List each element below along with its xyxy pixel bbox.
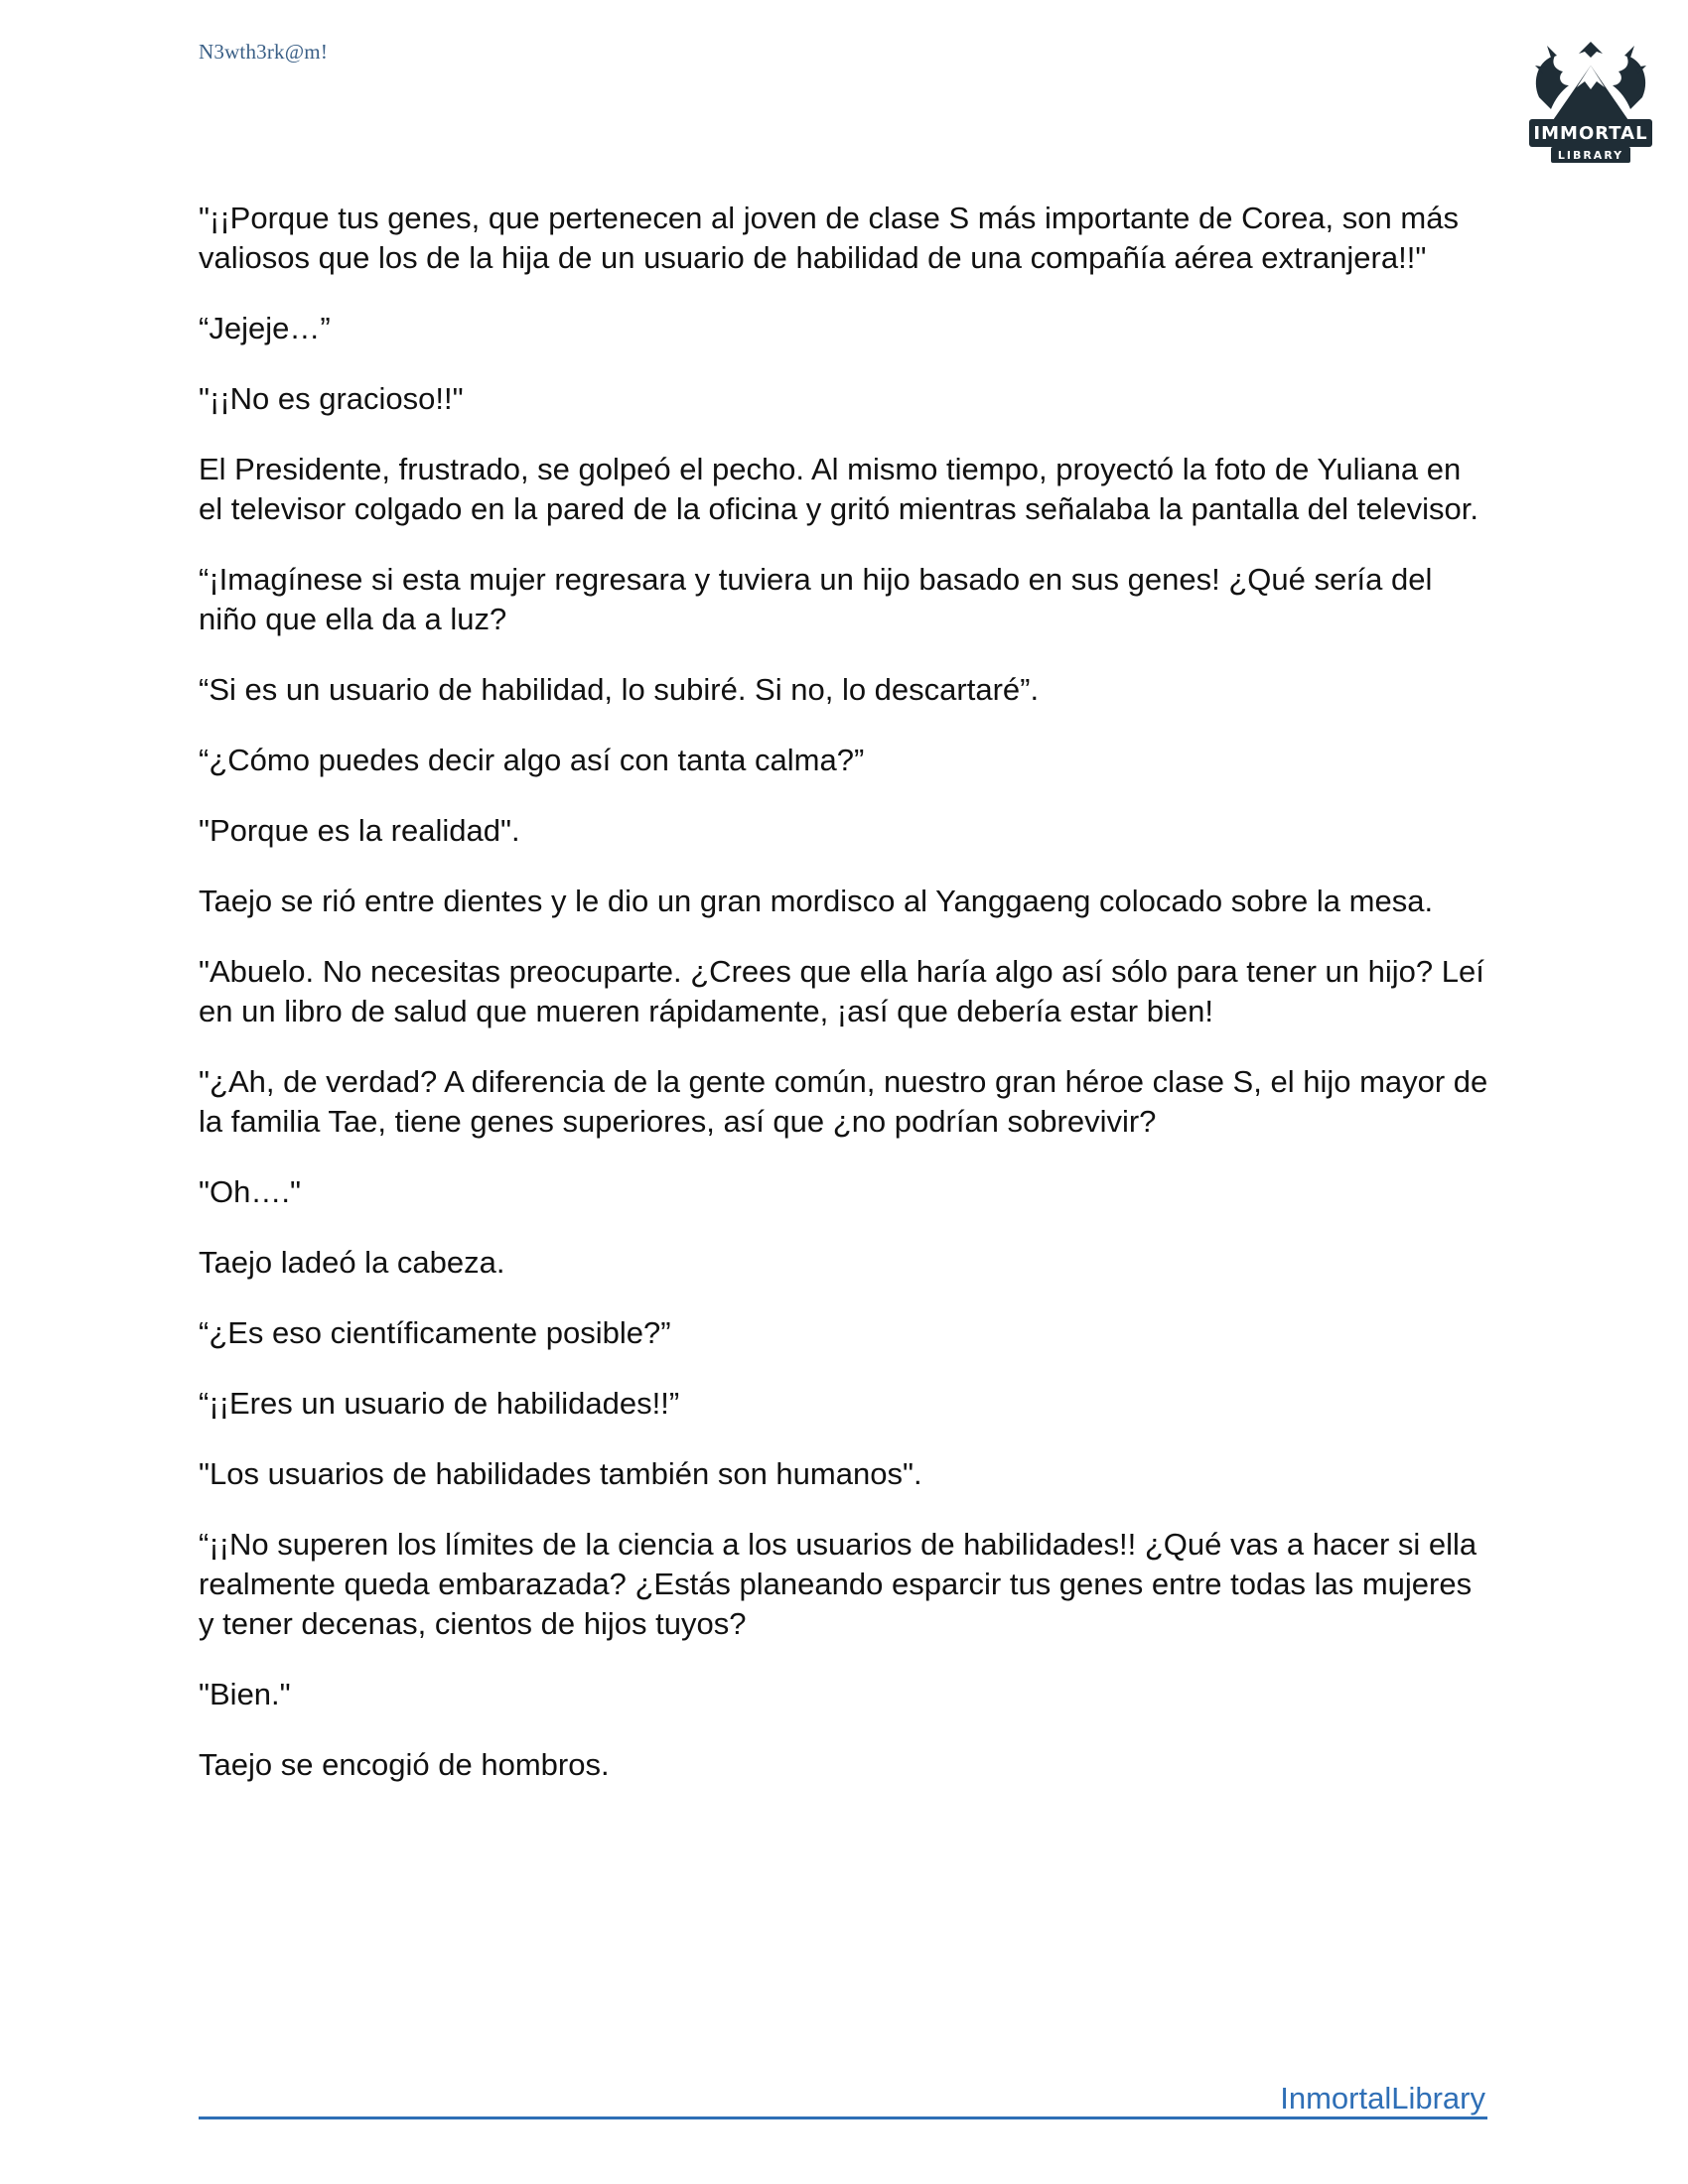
paragraph: “¡Imagínese si esta mujer regresara y tuviera un hijo basado en sus genes! ¿Qué sería del niño que ella da a luz?: [199, 562, 1433, 636]
paragraph: Taejo se encogió de hombros.: [199, 1747, 610, 1782]
paragraph: "¡¡No es gracioso!!": [199, 381, 464, 416]
right-dragon-icon: [1613, 56, 1645, 109]
paragraph: Taejo se rió entre dientes y le dio un gran mordisco al Yanggaeng colocado sobre la mesa.: [199, 884, 1434, 918]
paragraph: "¿Ah, de verdad? A diferencia de la gente común, nuestro gran héroe clase S, el hijo mayor de la familia Tae, tiene genes superiores, así que ¿no podrían sobrevivir?: [199, 1064, 1488, 1139]
left-dragon-icon: [1536, 56, 1569, 109]
paragraph: "Porque es la realidad".: [199, 813, 520, 848]
paragraph: “¿Es eso científicamente posible?”: [199, 1315, 671, 1350]
logo-line1: IMMORTAL: [1533, 123, 1648, 144]
paragraph: "Los usuarios de habilidades también son humanos".: [199, 1456, 922, 1491]
paragraph: Taejo ladeó la cabeza.: [199, 1245, 505, 1280]
paragraph: El Presidente, frustrado, se golpeó el pecho. Al mismo tiempo, proyectó la foto de Yuliana en el televisor colgado en la pared de la oficina y gritó mientras señalaba la pantalla del televisor.: [199, 452, 1478, 526]
watermark-text: N3wth3rk@m!: [199, 40, 329, 64]
paragraph: “Si es un usuario de habilidad, lo subiré. Si no, lo descartaré”.: [199, 672, 1040, 707]
logo-line2: LIBRARY: [1557, 149, 1624, 162]
paragraph: “¿Cómo puedes decir algo así con tanta calma?”: [199, 743, 865, 777]
paragraph: "Bien.": [199, 1677, 291, 1711]
chapter-body: [199, 199, 1489, 1816]
paragraph: "Oh….": [199, 1174, 301, 1209]
paragraph: “Jejeje…”: [199, 311, 331, 345]
immortal-library-logo: [1521, 28, 1660, 167]
footer-link[interactable]: InmortalLibrary: [1280, 2081, 1485, 2116]
paragraph: “¡¡Eres un usuario de habilidades!!”: [199, 1386, 680, 1421]
paragraph: "Abuelo. No necesitas preocuparte. ¿Crees que ella haría algo así sólo para tener un hijo? Leí en un libro de salud que mueren rápidamente, ¡así que debería estar bien!: [199, 954, 1484, 1028]
paragraph: "¡¡Porque tus genes, que pertenecen al joven de clase S más importante de Corea, son más valiosos que los de la hija de un usuario de habilidad de una compañía aérea extranjera!!": [199, 201, 1459, 275]
footer-divider: [199, 2116, 1487, 2119]
paragraph: “¡¡No superen los límites de la ciencia a los usuarios de habilidades!! ¿Qué vas a hacer si ella realmente queda embarazada? ¿Estás planeando esparcir tus genes entre todas las mujeres y tener decenas, cientos de hijos tuyos?: [199, 1527, 1477, 1641]
